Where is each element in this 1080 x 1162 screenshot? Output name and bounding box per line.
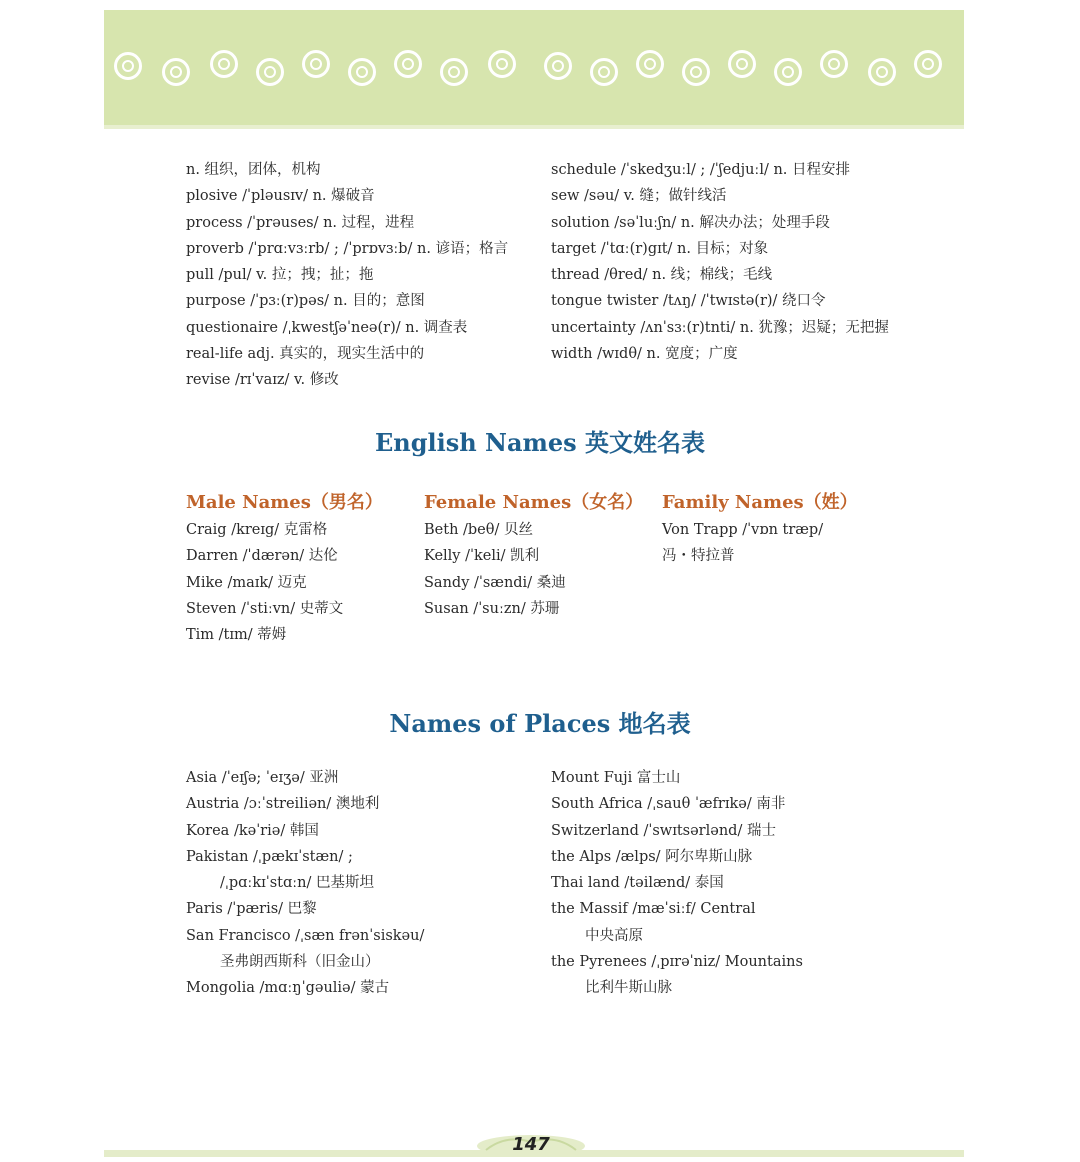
ring-icon [348, 58, 376, 86]
place-entry: South Africa /ˌsauθ ˈæfrɪkə/ 南非 [551, 796, 786, 813]
place-entry: Austria /ɔːˈstreiliən/ 澳地利 [186, 796, 380, 813]
header-banner [104, 10, 964, 129]
vocab-entry: proverb /ˈprɑːvɜːrb/ ; /ˈprɒvɜːb/ n. 谚语；格言 [186, 240, 509, 257]
vocab-entry: process /ˈprəuses/ n. 过程，进程 [186, 214, 415, 231]
ring-icon [440, 58, 468, 86]
place-entry: Korea /kəˈriə/ 韩国 [186, 822, 319, 839]
name-entry: Steven /ˈstiːvn/ 史蒂文 [186, 600, 344, 617]
male-names-list [186, 517, 343, 648]
vocab-entry: plosive /ˈpləusɪv/ n. 爆破音 [186, 188, 375, 205]
ring-icon [636, 50, 664, 78]
place-entry: the Pyrenees /ˌpɪrəˈniz/ Mountains [551, 954, 803, 971]
vocab-left-column [186, 157, 508, 394]
name-entry: Darren /ˈdærən/ 达伦 [186, 548, 338, 565]
name-entry: Von Trapp /ˈvɒn træp/ [662, 522, 824, 538]
ring-icon [114, 52, 142, 80]
ring-icon [774, 58, 802, 86]
vocab-entry: n. 组织，团体，机构 [186, 162, 321, 178]
place-entry: Asia /ˈeɪʃə; ˈeɪʒə/ 亚洲 [186, 770, 339, 786]
vocab-entry: uncertainty /ʌnˈsɜː(r)tnti/ n. 犹豫；迟疑；无把握 [551, 319, 889, 336]
place-entry: the Alps /ælps/ 阿尔卑斯山脉 [551, 848, 753, 865]
place-entry: Switzerland /ˈswɪtsərlənd/ 瑞士 [551, 822, 776, 839]
place-entry: Mount Fuji 富士山 [551, 770, 681, 786]
name-entry: Tim /tɪm/ 蒂姆 [186, 627, 287, 644]
ring-icon [868, 58, 896, 86]
ring-icon [162, 58, 190, 86]
ring-icon [820, 50, 848, 78]
place-entry: San Francisco /ˌsæn frənˈsiskəu/ [186, 927, 425, 944]
ring-icon [544, 52, 572, 80]
ring-icon [914, 50, 942, 78]
decorative-rings [114, 48, 954, 88]
vocab-entry: revise /rɪˈvaɪz/ v. 修改 [186, 372, 339, 389]
place-entry: Thai land /təilænd/ 泰国 [551, 875, 724, 892]
name-entry: Beth /beθ/ 贝丝 [424, 522, 533, 538]
vocab-entry: solution /səˈluːʃn/ n. 解决办法；处理手段 [551, 214, 830, 231]
vocab-entry: real-life adj. 真实的，现实生活中的 [186, 346, 425, 363]
family-names-list [662, 517, 823, 570]
family-names-heading: Family Names（姓） [662, 492, 858, 513]
ring-icon [682, 58, 710, 86]
place-entry: Paris /ˈpæris/ 巴黎 [186, 901, 317, 918]
place-entry: Pakistan /ˌpækɪˈstæn/ ; [186, 848, 353, 865]
male-names-heading: Male Names（男名） [186, 492, 383, 513]
vocab-entry: tongue twister /tʌŋ/ /ˈtwɪstə(r)/ 绕口令 [551, 293, 826, 310]
place-entry: the Massif /mæˈsiːf/ Central [551, 901, 756, 918]
page-number: 147 [512, 1134, 550, 1155]
ring-icon [728, 50, 756, 78]
female-names-heading: Female Names（女名） [424, 492, 644, 513]
vocab-entry: pull /pul/ v. 拉；拽；扯；拖 [186, 267, 374, 284]
vocab-entry: sew /səu/ v. 缝；做针线活 [551, 188, 727, 205]
places-left-column [186, 765, 424, 1002]
name-entry: Susan /ˈsuːzn/ 苏珊 [424, 600, 560, 617]
name-entry: 冯・特拉普 [662, 548, 735, 565]
ring-icon [394, 50, 422, 78]
name-entry: Craig /kreɪg/ 克雷格 [186, 522, 328, 538]
vocab-entry: target /ˈtɑː(r)gɪt/ n. 目标；对象 [551, 240, 769, 257]
vocab-right-column [551, 157, 889, 367]
name-entry: Sandy /ˈsændi/ 桑迪 [424, 574, 566, 591]
places-right-column [551, 765, 803, 1002]
vocab-entry: questionaire /ˌkwestʃəˈneə(r)/ n. 调查表 [186, 319, 468, 336]
ring-icon [256, 58, 284, 86]
ring-icon [590, 58, 618, 86]
female-names-list [424, 517, 566, 622]
name-entry: Mike /maɪk/ 迈克 [186, 574, 307, 591]
vocab-entry: purpose /ˈpɜː(r)pəs/ n. 目的；意图 [186, 293, 425, 310]
english-names-title: English Names 英文姓名表 [374, 428, 706, 457]
places-title: Names of Places 地名表 [389, 709, 691, 738]
vocab-entry: thread /θred/ n. 线；棉线；毛线 [551, 267, 773, 284]
name-entry: Kelly /ˈkeli/ 凯利 [424, 548, 540, 565]
ring-icon [210, 50, 238, 78]
ring-icon [302, 50, 330, 78]
place-entry: 圣弗朗西斯科（旧金山） [220, 954, 380, 971]
place-entry: Mongolia /mɑːŋˈgəuliə/ 蒙古 [186, 980, 390, 997]
place-entry: 中央高原 [585, 927, 643, 944]
ring-icon [488, 50, 516, 78]
page-number-badge [476, 1128, 586, 1158]
place-entry: /ˌpɑːkɪˈstɑːn/ 巴基斯坦 [220, 875, 374, 892]
place-entry: 比利牛斯山脉 [585, 980, 672, 997]
vocab-entry: width /wɪdθ/ n. 宽度；广度 [551, 346, 738, 363]
vocab-entry: schedule /ˈskedʒuːl/ ; /ˈʃedjuːl/ n. 日程安排 [551, 162, 851, 178]
